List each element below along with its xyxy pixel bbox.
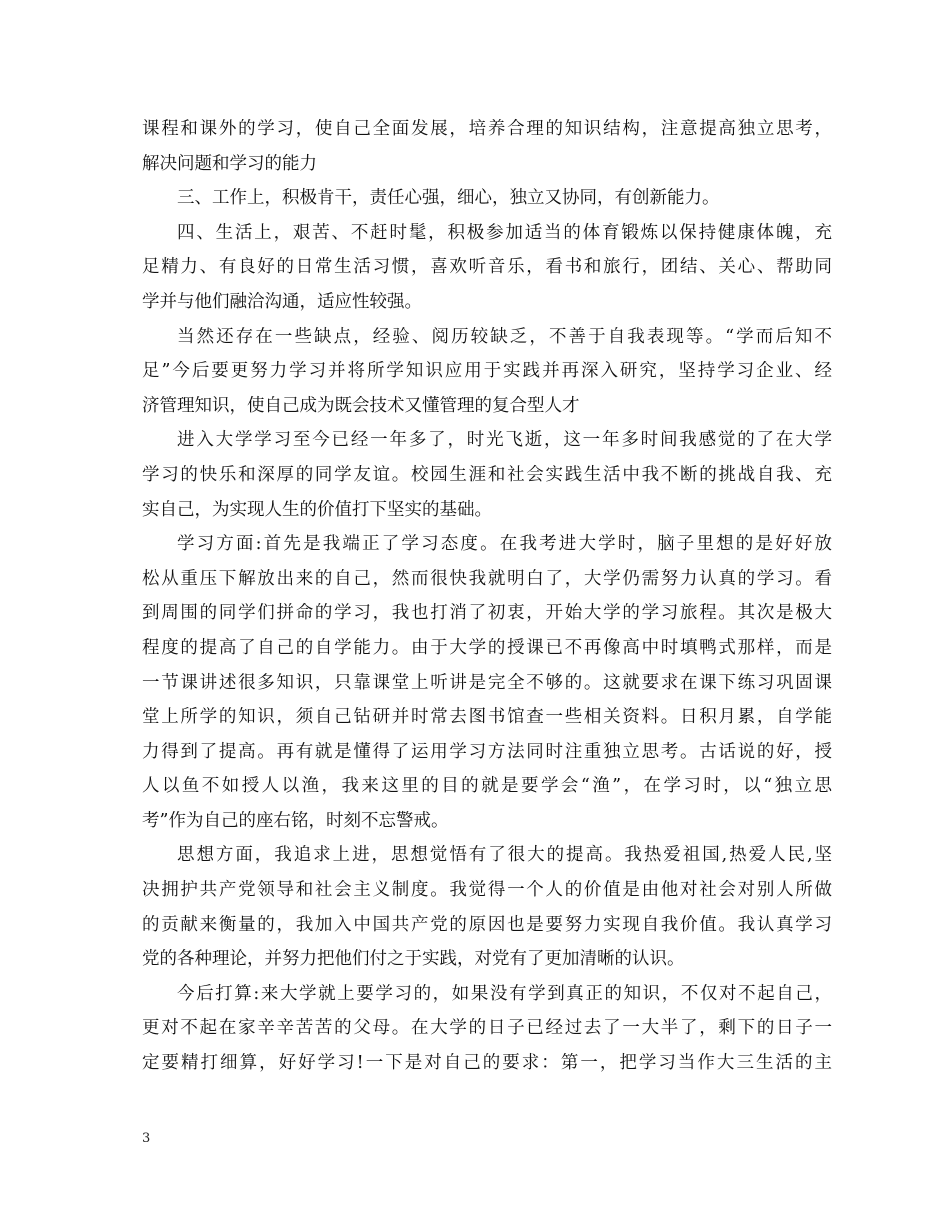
text-line: 力得到了提高。再有就是懂得了运用学习方法同时注重独立思考。古话说的好，授 [142, 741, 832, 762]
text-line: 松从重压下解放出来的自己，然而很快我就明白了，大学仍需努力认真的学习。看 [142, 568, 832, 589]
text-line: 学习的快乐和深厚的同学友谊。校园生涯和社会实践生活中我不断的挑战自我、充 [142, 464, 832, 485]
text-line: 解决问题和学习的能力 [142, 153, 317, 174]
text-line: 一节课讲述很多知识，只靠课堂上听讲是完全不够的。这就要求在课下练习巩固课 [142, 672, 832, 693]
text-line: 济管理知识，使自己成为既会技术又懂管理的复合型人才 [142, 395, 580, 416]
text-line: 程度的提高了自己的自学能力。由于大学的授课已不再像高中时填鸭式那样，而是 [142, 637, 832, 658]
text-line: 定要精打细算，好好学习!一下是对自己的要求：第一，把学习当作大三生活的主 [142, 1053, 832, 1074]
text-line: 思想方面，我追求上进，思想觉悟有了很大的提高。我热爱祖国,热爱人民,坚 [177, 845, 832, 866]
text-line: 党的各种理论，并努力把他们付之于实践，对党有了更加清晰的认识。 [142, 949, 685, 970]
text-line: 今后打算:来大学就上要学习的，如果没有学到真正的知识，不仅对不起自己， [177, 983, 832, 1004]
text-line: 人以鱼不如授人以渔，我来这里的目的就是要学会“渔”，在学习时，以“独立思 [142, 776, 832, 797]
text-line: 更对不起在家辛辛苦苦的父母。在大学的日子已经过去了一大半了，剩下的日子一 [142, 1018, 832, 1039]
text-line: 三、工作上，积极肯干，责任心强，细心，独立又协同，有创新能力。 [177, 188, 720, 209]
text-line: 决拥护共产党领导和社会主义制度。我觉得一个人的价值是由他对社会对别人所做 [142, 880, 832, 901]
text-line: 学并与他们融洽沟通，适应性较强。 [142, 291, 422, 312]
text-line: 足”今后要更努力学习并将所学知识应用于实践并再深入研究，坚持学习企业、经 [142, 361, 832, 382]
page-number: 3 [142, 1131, 151, 1146]
text-line: 课程和课外的学习，使自己全面发展，培养合理的知识结构，注意提高独立思考， [142, 119, 832, 139]
text-line: 实自己，为实现人生的价值打下坚实的基础。 [142, 499, 492, 520]
text-line: 堂上所学的知识，须自己钻研并时常去图书馆查一些相关资料。日积月累，自学能 [142, 707, 832, 728]
text-line: 进入大学学习至今已经一年多了，时光飞逝，这一年多时间我感觉的了在大学 [177, 430, 832, 451]
text-line: 学习方面:首先是我端正了学习态度。在我考进大学时，脑子里想的是好好放 [177, 534, 832, 555]
text-line: 当然还存在一些缺点，经验、阅历较缺乏，不善于自我表现等。“学而后知不 [177, 326, 832, 347]
text-line: 到周围的同学们拼命的学习，我也打消了初衷，开始大学的学习旅程。其次是极大 [142, 603, 832, 624]
text-line: 的贡献来衡量的，我加入中国共产党的原因也是要努力实现自我价值。我认真学习 [142, 914, 832, 935]
body-text [142, 112, 832, 1081]
text-line: 四、生活上，艰苦、不赶时髦，积极参加适当的体育锻炼以保持健康体魄，充 [177, 222, 832, 243]
text-line: 考”作为自己的座右铭，时刻不忘警戒。 [142, 810, 449, 831]
text-line: 足精力、有良好的日常生活习惯，喜欢听音乐，看书和旅行，团结、关心、帮助同 [142, 257, 832, 278]
